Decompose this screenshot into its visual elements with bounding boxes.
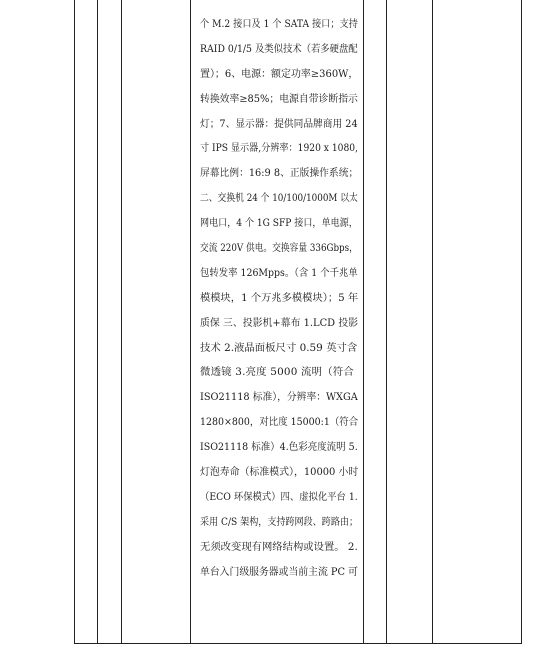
spec-line: 单台入门级服务器或当前主流 PC 可 xyxy=(200,565,358,578)
spec-line: 置）；6、电源：额定功率≥360W， xyxy=(200,67,359,80)
column-divider-6 xyxy=(432,0,433,643)
table-border-right xyxy=(521,0,522,643)
spec-line: 灯；7、显示器：提供同品牌商用 24 xyxy=(200,117,358,130)
column-divider-5 xyxy=(386,0,387,643)
spec-line: 寸 IPS 显示器,分辨率：1920 x 1080, xyxy=(200,142,358,155)
spec-line: 屏幕比例：16:9 8、正版操作系统； xyxy=(200,167,359,180)
spec-cell-text xyxy=(200,12,358,584)
spec-line: 网电口，4 个 1G SFP 接口，单电源， xyxy=(200,217,358,230)
spec-line: 灯泡寿命（标准模式），10000 小时 xyxy=(200,466,359,479)
spec-line: 微透镜 3.亮度 5000 流明（符合 xyxy=(200,366,354,379)
table-border-bottom xyxy=(74,643,522,644)
column-divider-1 xyxy=(97,0,98,643)
spec-line: 采用 C/S 架构，支持跨网段、跨路由； xyxy=(200,515,359,528)
spec-line: 1280×800，对比度 15000:1（符合 xyxy=(200,416,359,429)
spec-line: 无须改变现有网络结构或设置。 2. xyxy=(200,540,358,553)
spec-line: （ECO 环保模式）四、虚拟化平台 1. xyxy=(200,490,358,503)
spec-line: 个 M.2 接口及 1 个 SATA 接口；支持 xyxy=(200,18,358,30)
spec-line: ISO21118 标准），分辨率：WXGA xyxy=(200,391,358,404)
table-border-left xyxy=(74,0,75,643)
column-divider-2 xyxy=(121,0,122,643)
spec-line: 技术 2.液晶面板尺寸 0.59 英寸含 xyxy=(200,341,358,354)
spec-line: ISO21118 标准）4.色彩亮度流明 5. xyxy=(200,441,358,454)
spec-line: 交流 220V 供电。交换容量 336Gbps， xyxy=(200,242,358,255)
column-divider-4 xyxy=(363,0,364,643)
spec-line: 质保 三、投影机+幕布 1.LCD 投影 xyxy=(200,316,359,329)
spec-line: 二、交换机 24 个 10/100/1000M 以太 xyxy=(200,192,358,205)
spec-line: 包转发率 126Mpps。（含 1 个千兆单 xyxy=(200,266,358,279)
column-divider-3 xyxy=(190,0,191,643)
spec-line: RAID 0/1/5 及类似技术（若多硬盘配 xyxy=(200,42,358,55)
spec-line: 模模块，1 个万兆多模模块）；5 年 xyxy=(200,291,359,304)
spec-line: 转换效率≥85%；电源自带诊断指示 xyxy=(200,92,358,105)
